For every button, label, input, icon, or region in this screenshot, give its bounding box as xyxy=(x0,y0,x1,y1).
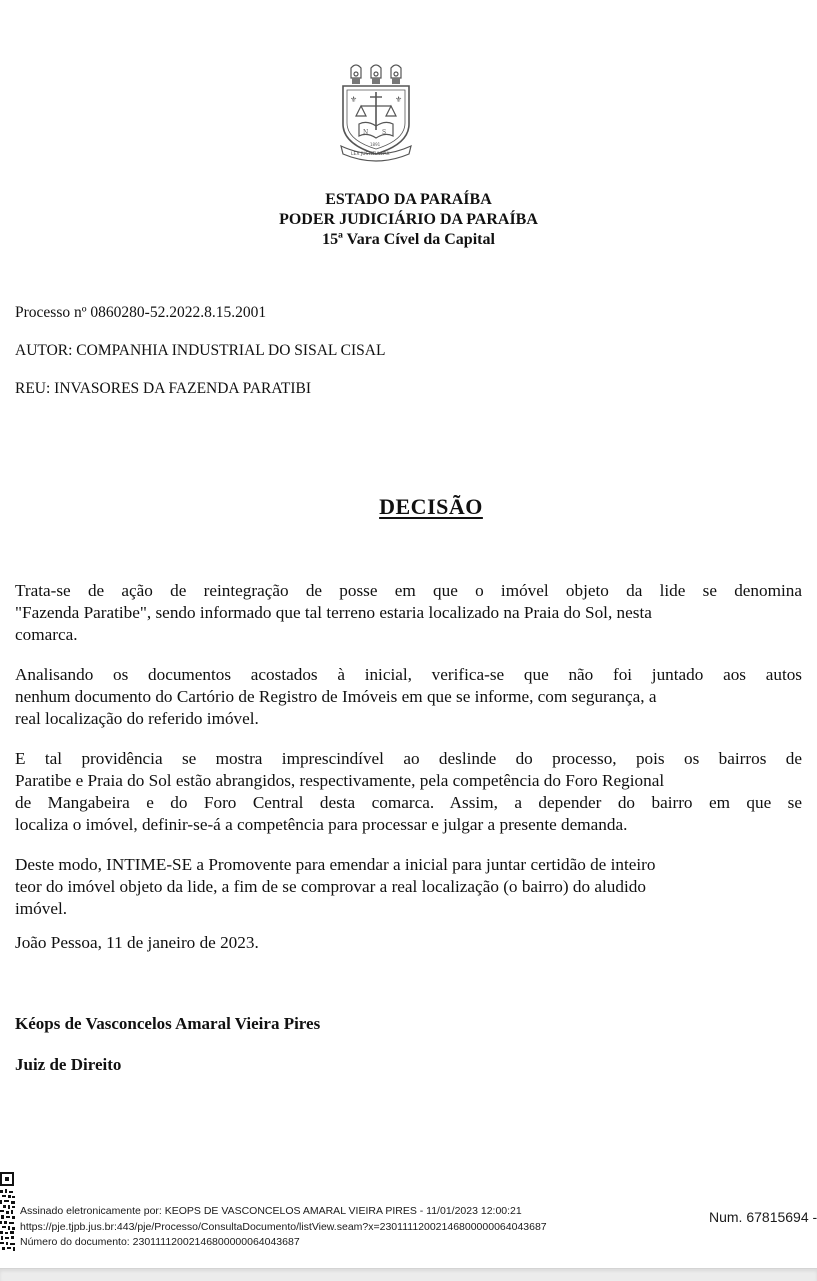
paragraph-line: nenhum documento do Cartório de Registro de Imóveis em que se informe, com segurança, a xyxy=(15,687,657,706)
paragraph-line: Trata-se de ação de reintegração de posse em que o imóvel objeto da lide se denomina xyxy=(15,581,802,600)
crest-crowns xyxy=(351,65,401,84)
body-paragraph-1 xyxy=(15,580,802,646)
document-num: Num. 67815694 - xyxy=(709,1209,817,1225)
judge-name: Kéops de Vasconcelos Amaral Vieira Pires xyxy=(15,1014,321,1033)
coat-of-arms-icon xyxy=(339,62,413,162)
svg-text:1891: 1891 xyxy=(370,142,381,147)
page-separator xyxy=(0,1268,817,1281)
state-name: ESTADO DA PARAÍBA xyxy=(325,191,492,208)
place-date xyxy=(15,932,802,954)
electronic-signature-footer xyxy=(20,1204,547,1251)
paragraph-line: imóvel. xyxy=(15,899,68,918)
paragraph-line: E tal providência se mostra imprescindível ao deslinde do processo, pois os bairros de xyxy=(15,749,802,768)
body-paragraph-4 xyxy=(15,854,802,920)
paragraph-line: de Mangabeira e do Foro Central desta comarca. Assim, a depender do bairro em que se xyxy=(15,793,802,812)
paragraph-line: comarca. xyxy=(15,625,78,644)
body-paragraph-2 xyxy=(15,664,802,730)
verification-url[interactable]: https://pje.tjpb.jus.br:443/pje/Processo/ConsultaDocumento/listView.seam?x=23011112002146800000064043687 xyxy=(20,1220,547,1233)
paragraph-line: real localização do referido imóvel. xyxy=(15,709,259,728)
judiciary-name: PODER JUDICIÁRIO DA PARAÍBA xyxy=(279,211,538,228)
defendant: REU: INVASORES DA FAZENDA PARATIBI xyxy=(15,380,311,397)
signed-by-text: Assinado eletronicamente por: KEOPS DE VASCONCELOS AMARAL VIEIRA PIRES - 11/01/2023 12:00:21 xyxy=(20,1205,522,1217)
paragraph-line: teor do imóvel objeto da lide, a fim de se comprovar a real localização (o bairro) do aludido xyxy=(15,877,646,896)
svg-text:S: S xyxy=(382,129,387,136)
paragraph-line: Paratibe e Praia do Sol estão abrangidos, respectivamente, pela competência do Foro Regional xyxy=(15,771,665,790)
qr-code-icon[interactable] xyxy=(0,1172,16,1252)
paragraph-line: "Fazenda Paratibe", sendo informado que tal terreno estaria localizado na Praia do Sol, nesta xyxy=(15,603,652,622)
document-number: Número do documento: 23011112002146800000064043687 xyxy=(20,1236,300,1248)
svg-text:⚜: ⚜ xyxy=(395,95,403,104)
process-number: Processo nº 0860280-52.2022.8.15.2001 xyxy=(15,304,267,321)
paragraph-line: Deste modo, INTIME-SE a Promovente para emendar a inicial para juntar certidão de inteiro xyxy=(15,855,656,874)
plaintiff: AUTOR: COMPANHIA INDUSTRIAL DO SISAL CISAL xyxy=(15,342,386,359)
place-date-text: João Pessoa, 11 de janeiro de 2023. xyxy=(15,933,259,952)
court-name: 15ª Vara Cível da Capital xyxy=(322,231,495,248)
svg-text:LEX JUSTITIA PAX: LEX JUSTITIA PAX xyxy=(351,152,390,157)
svg-text:N: N xyxy=(363,129,369,136)
judge-role: Juiz de Direito xyxy=(15,1055,122,1074)
body-paragraph-3 xyxy=(15,748,802,836)
document-title: DECISÃO xyxy=(379,494,483,519)
paragraph-line: Analisando os documentos acostados à inicial, verifica-se que não foi juntado aos autos xyxy=(15,665,802,684)
court-header xyxy=(0,190,817,250)
svg-text:⚜: ⚜ xyxy=(350,95,358,104)
paragraph-line: localiza o imóvel, definir-se-á a competência para processar e julgar a presente demanda. xyxy=(15,815,628,834)
